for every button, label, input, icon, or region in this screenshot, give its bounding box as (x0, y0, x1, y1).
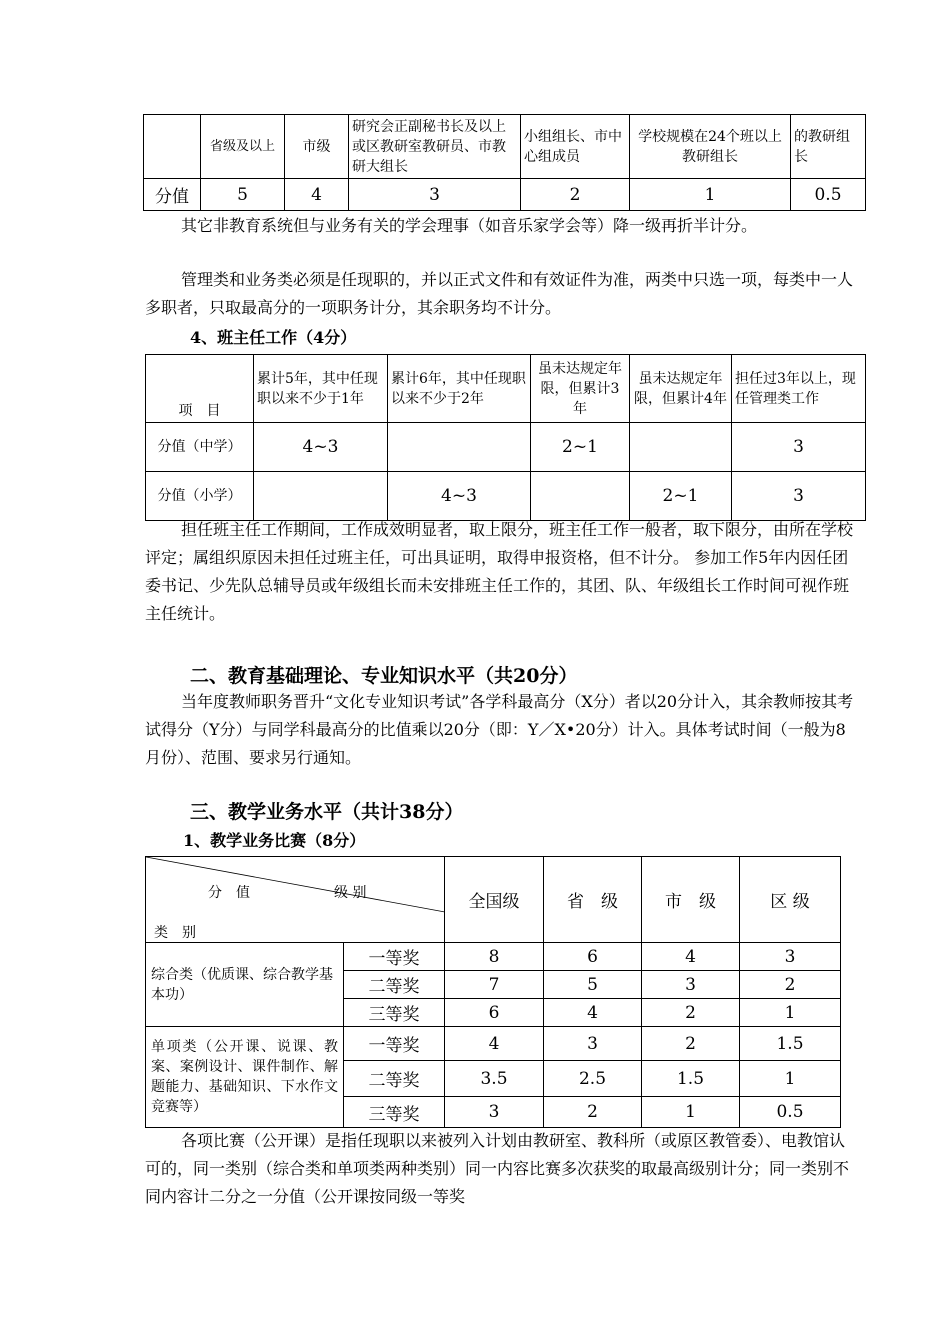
section-heading: 4、班主任工作（4分） (190, 328, 357, 347)
award-label: 二等奖 (344, 1061, 445, 1097)
subsection-heading: 1、教学业务比赛（8分） (183, 831, 366, 850)
score-cell: 1 (740, 999, 841, 1027)
header-cell: 研究会正副秘书长及以上或区教研室教研员、市教研大组长 (349, 115, 521, 179)
score-cell: 2 (740, 971, 841, 999)
level-header: 区 级 (740, 857, 841, 943)
score-cell: 4 (544, 999, 642, 1027)
score-cell: 6 (445, 999, 544, 1027)
header-cell: 虽未达规定年限，但累计3年 (531, 355, 630, 423)
row-label: 分值（小学） (146, 472, 254, 521)
score-cell: 2 (544, 1097, 642, 1128)
section-heading: 三、教学业务水平（共计38分） (190, 801, 464, 823)
score-cell: 2~1 (630, 472, 732, 521)
score-cell: 7 (445, 971, 544, 999)
award-label: 一等奖 (344, 943, 445, 971)
level-header: 市 级 (642, 857, 740, 943)
award-label: 三等奖 (344, 1097, 445, 1128)
score-cell: 5 (544, 971, 642, 999)
score-cell: 1.5 (740, 1027, 841, 1061)
section-heading: 二、教育基础理论、专业知识水平（共20分） (190, 665, 578, 687)
score-cell: 4 (285, 179, 349, 211)
score-cell: 3.5 (445, 1061, 544, 1097)
header-cell: 市级 (285, 115, 349, 179)
header-cell (144, 115, 201, 179)
score-cell: 0.5 (740, 1097, 841, 1128)
category-label: 综合类（优质课、综合教学基本功） (146, 943, 344, 1027)
paragraph: 担任班主任工作期间，工作成效明显者，取上限分，班主任工作一般者，取下限分，由所在学校评定；属组织原因未担任过班主任，可出具证明，取得申报资格，但不计分。 参加工作5年内因任团委书记、少先队总辅导员或年级组长而未安排班主任工作的，其团、队、年级组长工作时间可视作班主任统计。 (145, 520, 854, 623)
score-cell: 4 (445, 1027, 544, 1061)
header-cell: 担任过3年以上，现任管理类工作 (732, 355, 866, 423)
score-cell: 2 (521, 179, 630, 211)
paragraph: 各项比赛（公开课）是指任现职以来被列入计划由教研室、教科所（或原区教管委）、电教馆认可的，同一类别（综合类和单项类两种类别）同一内容比赛多次获奖的取最高级别计分；同一类别不同内容计二分之一分值（公开课按同级一等奖 (145, 1131, 850, 1206)
diagonal-header-cell (146, 857, 445, 943)
diagonal-label-category: 类 别 (154, 925, 196, 941)
header-cell: 项 目 (146, 355, 254, 423)
paragraph: 其它非教育系统但与业务有关的学会理事（如音乐家学会等）降一级再折半计分。 (181, 216, 758, 235)
award-label: 一等奖 (344, 1027, 445, 1061)
score-cell: 1.5 (642, 1061, 740, 1097)
header-cell: 的教研组长 (791, 115, 866, 179)
score-cell: 4 (642, 943, 740, 971)
score-cell: 2 (642, 1027, 740, 1061)
score-cell: 1 (740, 1061, 841, 1097)
contest-score-table (145, 856, 841, 1128)
diagonal-label-level: 级 别 (334, 885, 367, 901)
header-cell: 省级及以上 (201, 115, 285, 179)
header-cell: 累计6年，其中任现职以来不少于2年 (388, 355, 531, 423)
header-cell: 小组组长、市中心组成员 (521, 115, 630, 179)
header-cell: 学校规模在24个班以上教研组长 (630, 115, 791, 179)
paragraph: 管理类和业务类必须是任现职的，并以正式文件和有效证件为准，两类中只选一项，每类中一人多职者，只取最高分的一项职务计分，其余职务均不计分。 (145, 270, 854, 317)
score-cell: 2 (642, 999, 740, 1027)
score-cell: 2.5 (544, 1061, 642, 1097)
score-cell: 3 (740, 943, 841, 971)
score-cell: 3 (445, 1097, 544, 1128)
score-label: 分值 (144, 179, 201, 211)
level-header: 全国级 (445, 857, 544, 943)
score-cell: 3 (642, 971, 740, 999)
score-cell: 3 (732, 472, 866, 521)
score-cell (630, 423, 732, 472)
score-cell: 3 (732, 423, 866, 472)
header-cell: 虽未达规定年限，但累计4年 (630, 355, 732, 423)
level-header: 省 级 (544, 857, 642, 943)
paragraph: 当年度教师职务晋升“文化专业知识考试”各学科最高分（X分）者以20分计入，其余教师按其考试得分（Y分）与同学科最高分的比值乘以20分（即：Y／X•20分）计入。具体考试时间（一般为8月份）、范围、要求另行通知。 (145, 692, 854, 767)
score-cell: 1 (642, 1097, 740, 1128)
head-teacher-table (145, 354, 866, 521)
score-cell: 2~1 (531, 423, 630, 472)
score-cell: 1 (630, 179, 791, 211)
score-cell: 3 (349, 179, 521, 211)
score-cell: 5 (201, 179, 285, 211)
row-label: 分值（中学） (146, 423, 254, 472)
score-cell (254, 472, 388, 521)
award-label: 三等奖 (344, 999, 445, 1027)
score-cell: 8 (445, 943, 544, 971)
score-cell: 4~3 (254, 423, 388, 472)
score-cell (531, 472, 630, 521)
score-cell: 4~3 (388, 472, 531, 521)
score-cell: 3 (544, 1027, 642, 1061)
category-label: 单项类（公开课、说课、教案、案例设计、课件制作、解题能力、基础知识、下水作文竞赛等） (146, 1027, 344, 1128)
score-cell (388, 423, 531, 472)
score-cell: 0.5 (791, 179, 866, 211)
header-cell: 累计5年，其中任现职以来不少于1年 (254, 355, 388, 423)
position-score-table (143, 114, 866, 211)
award-label: 二等奖 (344, 971, 445, 999)
diagonal-label-score: 分 值 (208, 885, 250, 901)
score-cell: 6 (544, 943, 642, 971)
